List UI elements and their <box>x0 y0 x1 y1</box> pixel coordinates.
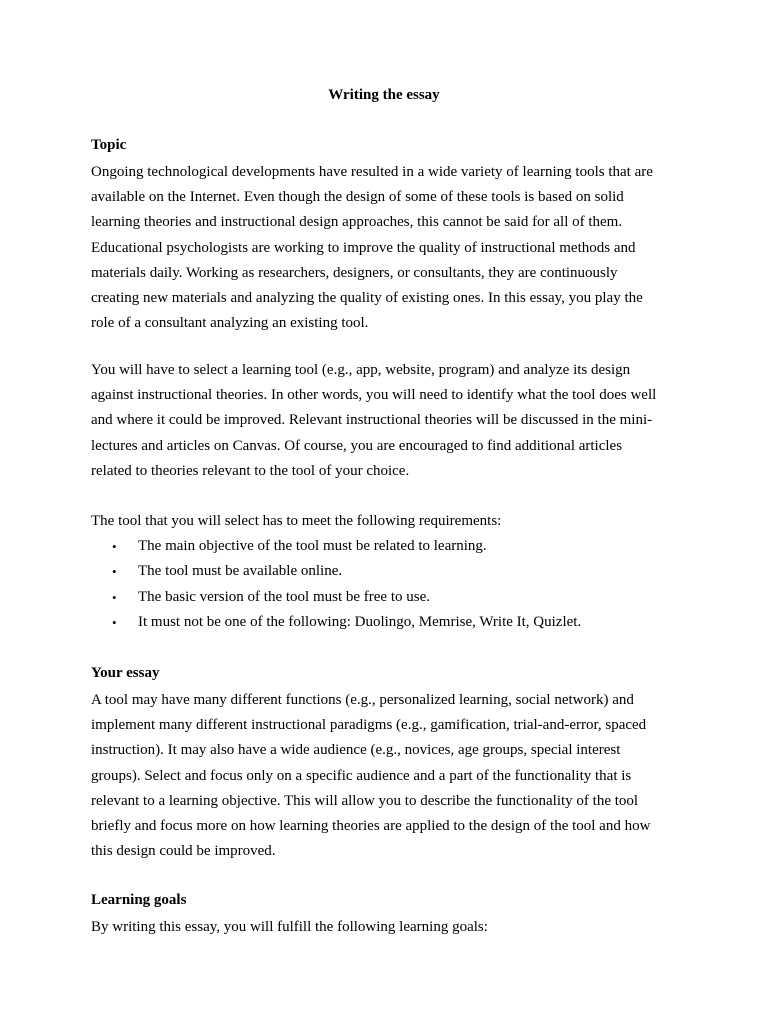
list-item-text: The tool must be available online. <box>138 563 343 580</box>
list-item-text: It must not be one of the following: Duolingo, Memrise, Write It, Quizlet. <box>138 613 582 630</box>
requirements-list <box>91 534 691 635</box>
paragraph-line: this design could be improved. <box>91 843 276 860</box>
paragraph-line: A tool may have many different functions (e.g., personalized learning, social network) and <box>91 692 634 708</box>
paragraph-line: Educational psychologists are working to improve the quality of instructional methods and <box>91 239 636 256</box>
bullet-icon: • <box>112 589 117 605</box>
paragraph-line: Ongoing technological developments have resulted in a wide variety of learning tools that are <box>91 164 653 180</box>
paragraph-line: implement many different instructional paradigms (e.g., gamification, trial-and-error, spaced <box>91 717 647 734</box>
learning-goals-heading: Learning goals <box>91 892 187 908</box>
paragraph-line: relevant to a learning objective. This will allow you to describe the functionality of the tool <box>91 792 639 809</box>
list-item-text: The basic version of the tool must be free to use. <box>138 588 431 605</box>
list-item <box>91 585 691 610</box>
list-item <box>91 534 691 559</box>
paragraph-line: against instructional theories. In other words, you will need to identify what the tool does well <box>91 387 657 404</box>
paragraph-line: materials daily. Working as researchers, designers, or consultants, they are continuously <box>91 264 618 281</box>
requirements-intro: The tool that you will select has to meet the following requirements: <box>91 513 502 529</box>
paragraph-line: and where it could be improved. Relevant instructional theories will be discussed in the mini- <box>91 412 653 429</box>
paragraph-line: creating new materials and analyzing the quality of existing ones. In this essay, you play the <box>91 290 643 307</box>
learning-goals-intro: By writing this essay, you will fulfill the following learning goals: <box>91 919 488 935</box>
paragraph-line: briefly and focus more on how learning theories are applied to the design of the tool and how <box>91 818 651 835</box>
paragraph-line: instruction). It may also have a wide audience (e.g., novices, age groups, special interest <box>91 742 621 759</box>
document-title: Writing the essay <box>328 87 440 103</box>
topic-paragraph-2 <box>91 358 691 484</box>
bullet-icon: • <box>112 614 117 630</box>
paragraph-line: available on the Internet. Even though the design of some of these tools is based on solid <box>91 189 624 206</box>
topic-heading: Topic <box>91 137 127 153</box>
list-item-text: The main objective of the tool must be related to learning. <box>138 538 487 555</box>
your-essay-paragraph <box>91 688 691 864</box>
your-essay-section <box>91 663 691 864</box>
list-item <box>91 559 691 584</box>
list-item <box>91 610 691 635</box>
paragraph-line: groups). Select and focus only on a specific audience and a part of the functionality that is <box>91 767 632 784</box>
your-essay-heading: Your essay <box>91 665 160 681</box>
paragraph-line: related to theories relevant to the tool of your choice. <box>91 462 410 479</box>
paragraph-line: lectures and articles on Canvas. Of course, you are encouraged to find additional articles <box>91 437 623 454</box>
paragraph-line: You will have to select a learning tool (e.g., app, website, program) and analyze its design <box>91 362 631 378</box>
paragraph-line: learning theories and instructional design approaches, this cannot be said for all of them. <box>91 214 623 231</box>
topic-section <box>91 135 691 336</box>
paragraph-line: role of a consultant analyzing an existing tool. <box>91 315 369 332</box>
bullet-icon: • <box>112 539 117 555</box>
learning-goals-section <box>91 890 691 940</box>
topic-paragraph-1 <box>91 160 691 336</box>
requirements-block <box>91 509 691 635</box>
bullet-icon: • <box>112 564 117 580</box>
